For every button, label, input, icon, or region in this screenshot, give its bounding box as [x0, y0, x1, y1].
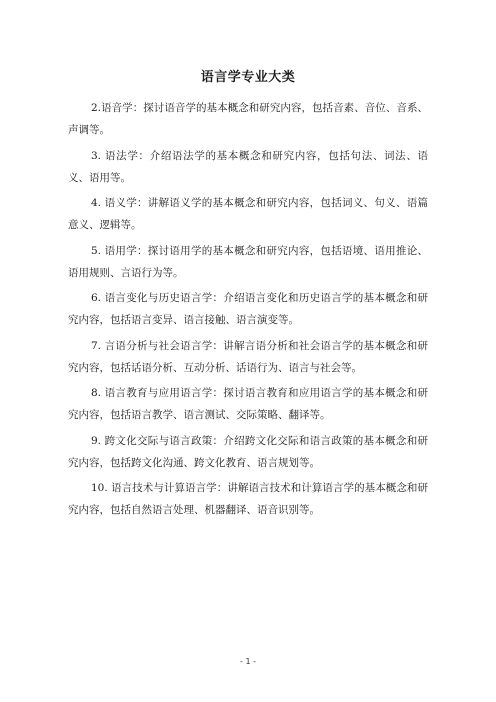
page-number: - 1 - — [240, 657, 256, 666]
paragraph: 8. 语言教育与应用语言学：探讨语言教育和应用语言学的基本概念和研究内容，包括语言教学、语言测试、交际策略、翻译等。 — [68, 387, 428, 421]
paragraph: 7. 言语分析与社会语言学：讲解言语分析和社会语言学的基本概念和研究内容，包括话语分析、互动分析、话语行为、语言与社会等。 — [68, 339, 428, 374]
paragraph: 2.语音学：探讨语音学的基本概念和研究内容，包括音素、音位、音系、声调等。 — [68, 102, 428, 136]
paragraph: 9. 跨文化交际与语言政策：介绍跨文化交际和语言政策的基本概念和研究内容，包括跨文化沟通、跨文化教育、语言规划等。 — [68, 434, 428, 469]
paragraph: 6. 语言变化与历史语言学：介绍语言变化和历史语言学的基本概念和研究内容，包括语言变异、语言接触、语言演变等。 — [68, 292, 428, 326]
paragraph: 3. 语法学：介绍语法学的基本概念和研究内容，包括句法、词法、语义、语用等。 — [68, 149, 428, 184]
document-body — [68, 97, 428, 525]
paragraph: 4. 语义学：讲解语义学的基本概念和研究内容，包括词义、句义、语篇意义、逻辑等。 — [68, 197, 428, 231]
paragraph: 5. 语用学：探讨语用学的基本概念和研究内容，包括语境、语用推论、语用规则、言语行为等。 — [68, 244, 428, 279]
document-title: 语言学专业大类 — [200, 70, 296, 85]
paragraph: 10. 语言技术与计算语言学：讲解语言技术和计算语言学的基本概念和研究内容，包括自然语言处理、机器翻译、语音识别等。 — [68, 482, 428, 516]
